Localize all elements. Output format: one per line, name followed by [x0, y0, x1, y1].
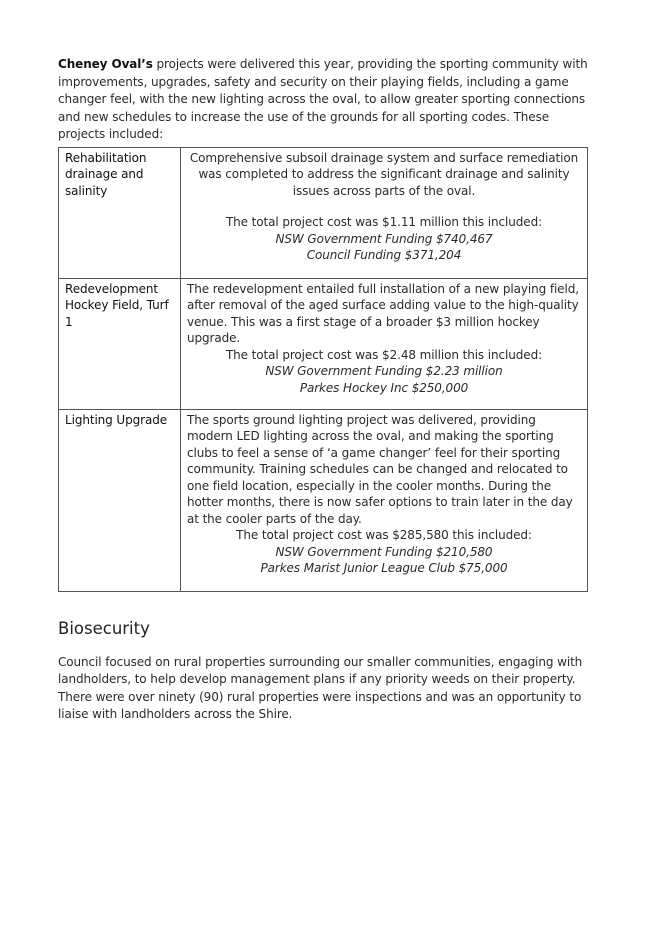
biosecurity-heading: Biosecurity — [58, 618, 150, 638]
project-description: Comprehensive subsoil drainage system and surface remediation was completed to address the significant drainage and salinity issues across parts of the oval. — [189, 150, 579, 198]
project-cost: The total project cost was $1.11 million this included: — [225, 215, 543, 229]
project-funding: NSW Government Funding $210,580 — [275, 544, 493, 559]
project-label: Redevelopment Hockey Field, Turf 1 — [65, 281, 169, 329]
document-page — [58, 56, 590, 724]
project-description-cell — [181, 147, 588, 278]
project-label-cell — [59, 147, 181, 278]
project-description: The redevelopment entailed full installation of a new playing field, after removal of the aged surface adding value to the high-quality venue. This was a first stage of a broader $3 million hockey upgrade. — [187, 281, 579, 345]
table-row — [59, 409, 588, 591]
project-description-cell — [181, 409, 588, 591]
table-row — [59, 278, 588, 409]
biosecurity-paragraph: Council focused on rural properties surrounding our smaller communities, engaging with landholders, to help develop management plans if any priority weeds on their property. There were over ninety (90) rural properties were inspections and was an opportunity to liaise with landholders across the Shire. — [58, 654, 583, 721]
intro-text: projects were delivered this year, providing the sporting community with improvements, upgrades, safety and security on their playing fields, including a game changer feel, with the new lighting across the oval, to allow greater sporting connections and new schedules to increase the use of the grounds for all sporting codes. These projects included: — [58, 57, 588, 141]
project-description: The sports ground lighting project was delivered, providing modern LED lighting across the oval, and making the sporting clubs to feel a sense of ‘a game changer’ feel for their sporting community. Training schedules can be changed and relocated to one field location, especially in the cooler months. During the hotter months, there is now safer options to train later in the day at the cooler parts of the day. — [187, 412, 573, 526]
project-label: Rehabilitation drainage and salinity — [65, 150, 147, 198]
project-funding: Council Funding $371,204 — [306, 248, 462, 262]
project-label: Lighting Upgrade — [65, 412, 168, 427]
intro-bold-lead: Cheney Oval’s — [58, 57, 153, 71]
project-funding: Parkes Hockey Inc $250,000 — [299, 380, 469, 395]
project-cost: The total project cost was $285,580 this included: — [236, 528, 532, 542]
project-funding: NSW Government Funding $2.23 million — [265, 364, 503, 378]
project-funding: NSW Government Funding $740,467 — [275, 231, 493, 246]
project-cost: The total project cost was $2.48 million this included: — [225, 347, 543, 362]
intro-paragraph — [58, 56, 590, 144]
projects-table — [58, 147, 588, 592]
project-funding: Parkes Marist Junior League Club $75,000 — [260, 561, 508, 575]
project-description-cell — [181, 278, 588, 409]
project-label-cell — [59, 278, 181, 409]
table-row — [59, 147, 588, 278]
project-label-cell — [59, 409, 181, 591]
